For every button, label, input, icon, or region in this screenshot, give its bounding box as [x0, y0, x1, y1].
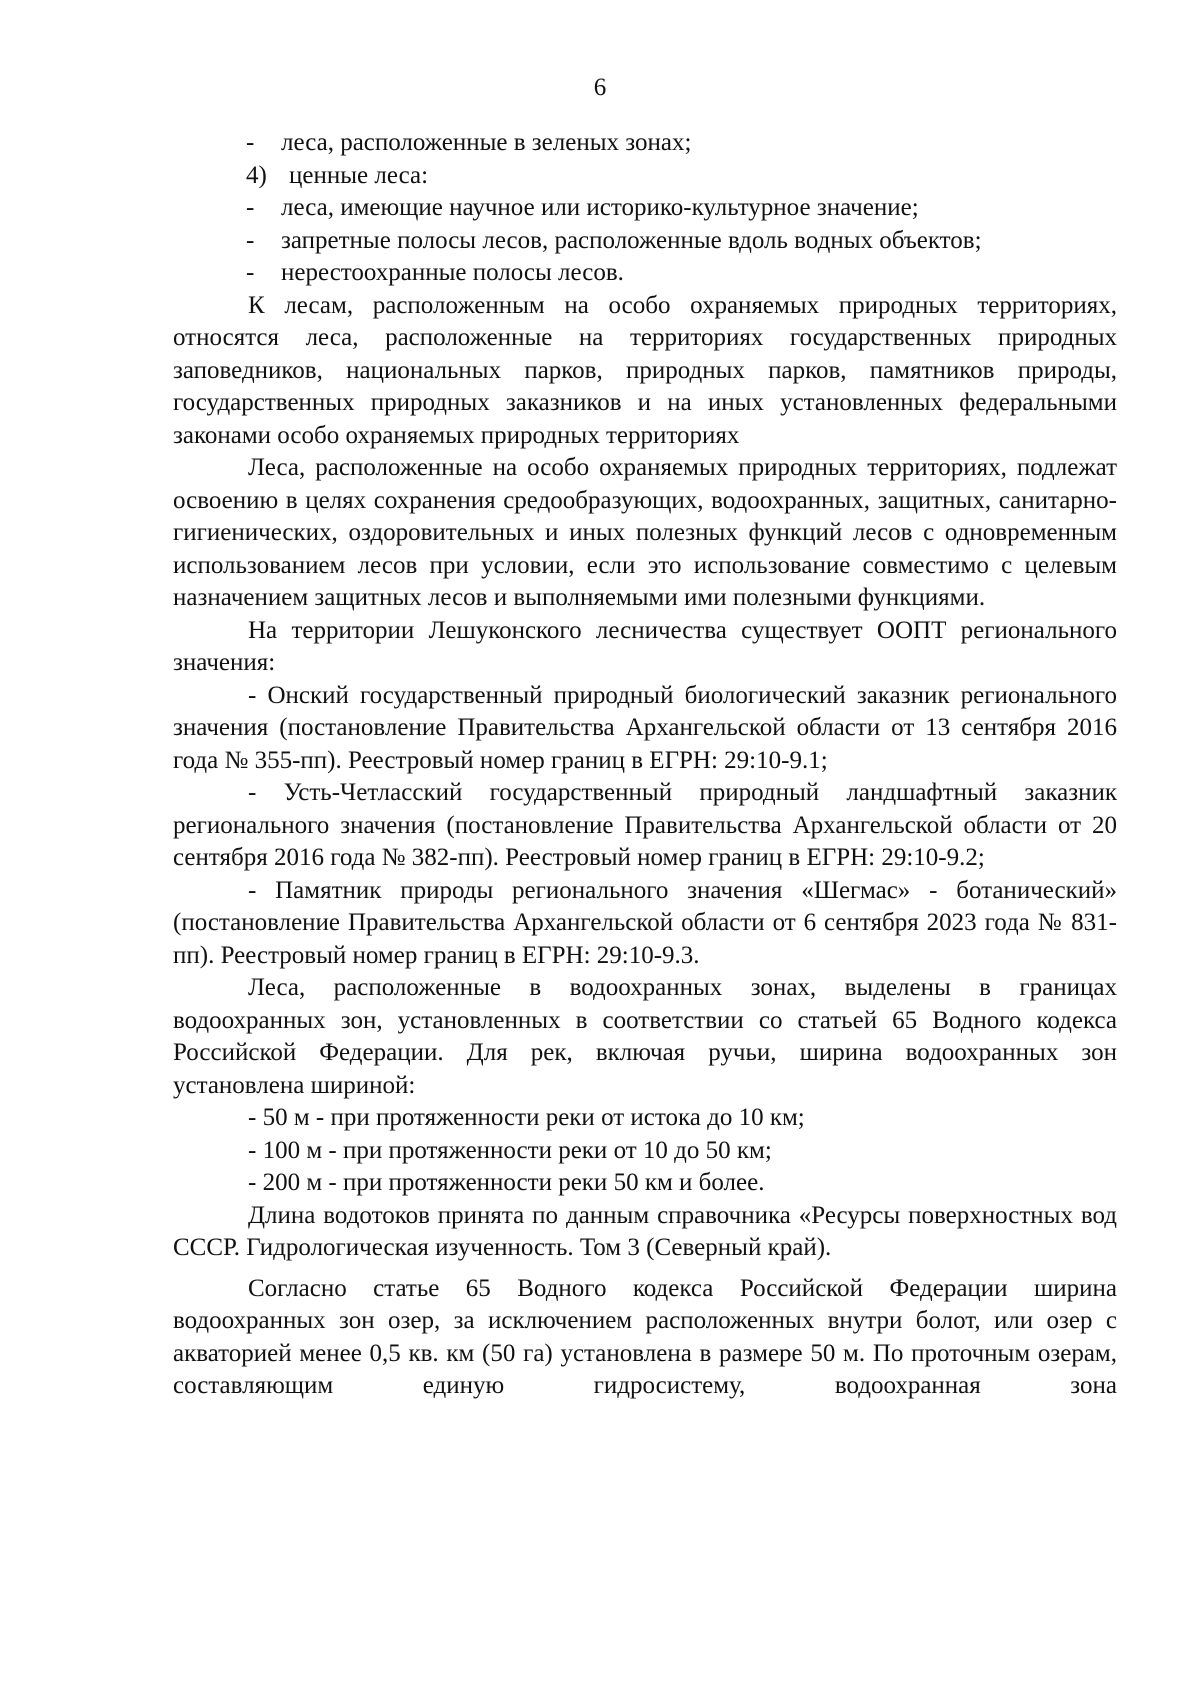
paragraph: - Онский государственный природный биологический заказник регионального значения (постановление Правительства Архангельской области от 13 сентября 2016 года № 355-пп). Реестровый номер границ в ЕГРН: 29:10-9.1; — [173, 681, 1117, 774]
paragraph: - 200 м - при протяженности реки 50 км и более. — [248, 1169, 765, 1196]
list-item-text: ценные леса: — [289, 161, 429, 189]
paragraph: - 50 м - при протяженности реки от истока до 10 км; — [248, 1104, 805, 1131]
list-item-text: леса, расположенные в зеленых зонах; — [281, 129, 692, 156]
list-marker: - — [246, 259, 255, 286]
list-item — [173, 160, 1117, 193]
paragraph: Длина водотоков принята по данным справочника «Ресурсы поверхностных вод СССР. Гидрологическая изученность. Том 3 (Северный край). — [173, 1201, 1117, 1261]
paragraph: Согласно статье 65 Водного кодекса Российской Федерации ширина водоохранных зон озер, за исключением расположенных внутри болот, или озер с акваторией менее 0,5 кв. км (50 га) установлена в размере 50 м. По проточным озерам, составляющим единую гидросистему, водоохранная зона — [173, 1274, 1117, 1399]
paragraph: - Памятник природы регионального значения «Шегмас» - ботанический» (постановление Правительства Архангельской области от 6 сентября 2023 года № 831-пп). Реестровый номер границ в ЕГРН: 29:10-9.3. — [173, 876, 1117, 969]
list-item-text: нерестоохранные полосы лесов. — [281, 259, 624, 286]
list-item — [173, 257, 1117, 290]
page-number: 6 — [593, 74, 607, 101]
list-marker: - — [246, 129, 255, 156]
list-marker: 4) — [246, 161, 267, 189]
paragraph: На территории Лешуконского лесничества существует ООПТ регионального значения: — [173, 616, 1117, 676]
paragraph: К лесам, расположенным на особо охраняемых природных территориях, относятся леса, расположенные на территориях государственных природных заповедников, национальных парков, природных парков, памятников природы, государственных природных заказников и на иных установленных федеральными законами особо охраняемых природных территориях — [173, 291, 1117, 449]
list-item-text: запретные полосы лесов, расположенные вдоль водных объектов; — [281, 226, 982, 254]
list-item — [173, 225, 1117, 258]
list-item — [173, 192, 1117, 225]
list-marker: - — [246, 226, 255, 254]
paragraph: Леса, расположенные на особо охраняемых природных территориях, подлежат освоению в целях сохранения средообразующих, водоохранных, защитных, санитарно-гигиенических, оздоровительных и иных полезных функций лесов с одновременным использованием лесов при условии, если это использование совместимо с целевым назначением защитных лесов и выполняемыми ими полезными функциями. — [173, 454, 1117, 611]
document-body — [173, 127, 1117, 1403]
list-marker: - — [246, 194, 255, 221]
paragraph: Леса, расположенные в водоохранных зонах, выделены в границах водоохранных зон, установленных в соответствии со статьей 65 Водного кодекса Российской Федерации. Для рек, включая ручьи, ширина водоохранных зон установлена шириной: — [173, 974, 1117, 1099]
paragraph: - Усть-Четласский государственный природный ландшафтный заказник регионального значения (постановление Правительства Архангельской области от 20 сентября 2016 года № 382-пп). Реестровый номер границ в ЕГРН: 29:10-9.2; — [173, 779, 1117, 871]
list-item — [173, 127, 1117, 160]
paragraph: - 100 м - при протяженности реки от 10 до 50 км; — [248, 1136, 772, 1164]
list-item-text: леса, имеющие научное или историко-культурное значение; — [281, 194, 919, 221]
